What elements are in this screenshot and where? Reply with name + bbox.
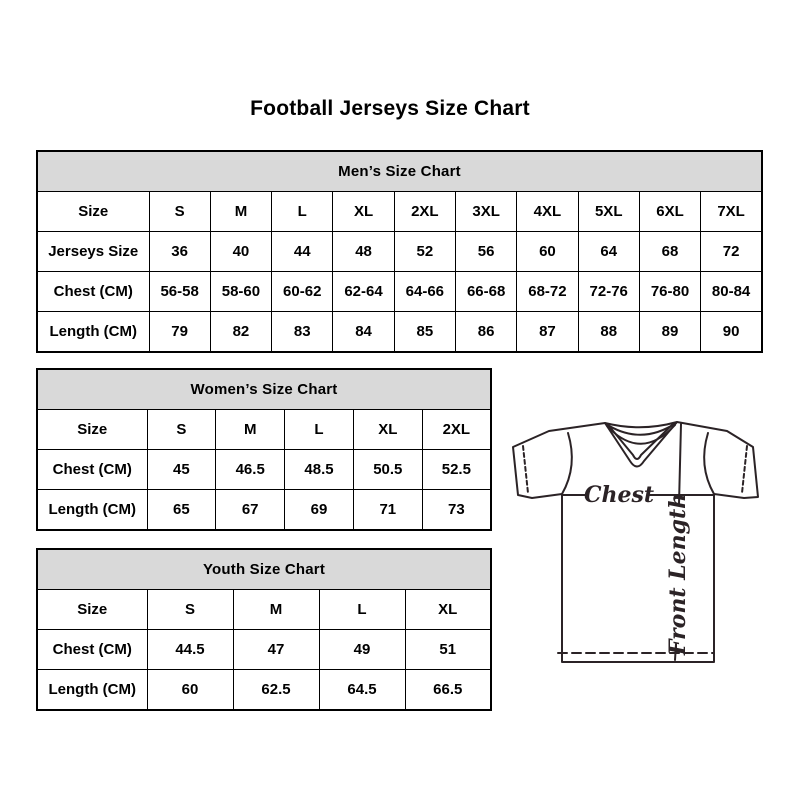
row-label: Chest (CM): [37, 272, 149, 312]
table-cell: 60-62: [272, 272, 333, 312]
table-cell: 86: [455, 312, 516, 353]
table-cell: XL: [405, 590, 491, 630]
table-cell: 56-58: [149, 272, 210, 312]
table-cell: 67: [216, 490, 285, 531]
table-cell: M: [210, 192, 271, 232]
table-cell: 69: [285, 490, 354, 531]
table-cell: 3XL: [455, 192, 516, 232]
row-label: Length (CM): [37, 490, 147, 531]
table-cell: 79: [149, 312, 210, 353]
row-label: Size: [37, 410, 147, 450]
row-label: Jerseys Size: [37, 232, 149, 272]
table-row: [37, 192, 762, 232]
table-cell: 85: [394, 312, 455, 353]
table-row: [37, 450, 491, 490]
row-label: Length (CM): [37, 670, 147, 711]
table-cell: 68: [639, 232, 700, 272]
page-title: Football Jerseys Size Chart: [250, 97, 530, 120]
table-cell: 71: [353, 490, 422, 531]
table-cell: 87: [517, 312, 578, 353]
womens-size-table: [36, 368, 492, 531]
table-row: [37, 272, 762, 312]
table-cell: 83: [272, 312, 333, 353]
table-row: [37, 590, 491, 630]
table-cell: 2XL: [394, 192, 455, 232]
table-cell: 64-66: [394, 272, 455, 312]
table-cell: 66-68: [455, 272, 516, 312]
table-header-row: [37, 549, 491, 590]
table-cell: XL: [333, 192, 394, 232]
youth-table-title: Youth Size Chart: [37, 549, 491, 590]
table-cell: 5XL: [578, 192, 639, 232]
front-length-label: Front Length: [665, 492, 691, 656]
table-cell: 40: [210, 232, 271, 272]
table-cell: 76-80: [639, 272, 700, 312]
row-label: Size: [37, 192, 149, 232]
youth-size-table: [36, 548, 492, 711]
table-row: [37, 312, 762, 353]
table-cell: L: [319, 590, 405, 630]
table-cell: 46.5: [216, 450, 285, 490]
table-cell: 48.5: [285, 450, 354, 490]
row-label: Chest (CM): [37, 450, 147, 490]
table-cell: 80-84: [701, 272, 762, 312]
table-cell: 45: [147, 450, 216, 490]
table-cell: 62.5: [233, 670, 319, 711]
table-row: [37, 630, 491, 670]
table-cell: 88: [578, 312, 639, 353]
table-cell: 52.5: [422, 450, 491, 490]
row-label: Chest (CM): [37, 630, 147, 670]
table-cell: 65: [147, 490, 216, 531]
table-cell: 2XL: [422, 410, 491, 450]
table-cell: 36: [149, 232, 210, 272]
table-cell: 51: [405, 630, 491, 670]
table-row: [37, 490, 491, 531]
table-cell: 73: [422, 490, 491, 531]
table-row: [37, 670, 491, 711]
table-cell: 68-72: [517, 272, 578, 312]
table-cell: L: [272, 192, 333, 232]
table-cell: 89: [639, 312, 700, 353]
table-cell: 4XL: [517, 192, 578, 232]
table-cell: S: [149, 192, 210, 232]
table-cell: 44: [272, 232, 333, 272]
table-cell: M: [233, 590, 319, 630]
table-cell: 82: [210, 312, 271, 353]
table-cell: 66.5: [405, 670, 491, 711]
table-cell: 84: [333, 312, 394, 353]
table-cell: 56: [455, 232, 516, 272]
table-cell: M: [216, 410, 285, 450]
table-cell: 72-76: [578, 272, 639, 312]
table-cell: 60: [517, 232, 578, 272]
mens-size-table: [36, 150, 763, 353]
table-row: [37, 410, 491, 450]
womens-table-title: Women’s Size Chart: [37, 369, 491, 410]
table-cell: S: [147, 590, 233, 630]
table-cell: 47: [233, 630, 319, 670]
table-cell: 7XL: [701, 192, 762, 232]
table-cell: 60: [147, 670, 233, 711]
table-cell: 50.5: [353, 450, 422, 490]
table-header-row: [37, 369, 491, 410]
table-cell: 44.5: [147, 630, 233, 670]
table-cell: 72: [701, 232, 762, 272]
mens-table-title: Men’s Size Chart: [37, 151, 762, 192]
table-cell: 48: [333, 232, 394, 272]
row-label: Length (CM): [37, 312, 149, 353]
table-cell: 58-60: [210, 272, 271, 312]
table-cell: 6XL: [639, 192, 700, 232]
table-cell: 49: [319, 630, 405, 670]
table-cell: L: [285, 410, 354, 450]
table-row: [37, 232, 762, 272]
row-label: Size: [37, 590, 147, 630]
table-cell: 90: [701, 312, 762, 353]
table-cell: 52: [394, 232, 455, 272]
table-cell: S: [147, 410, 216, 450]
table-cell: XL: [353, 410, 422, 450]
chest-label: Chest: [583, 482, 655, 508]
table-cell: 64: [578, 232, 639, 272]
table-cell: 64.5: [319, 670, 405, 711]
table-cell: 62-64: [333, 272, 394, 312]
table-header-row: [37, 151, 762, 192]
jersey-measurement-diagram: [495, 408, 775, 670]
